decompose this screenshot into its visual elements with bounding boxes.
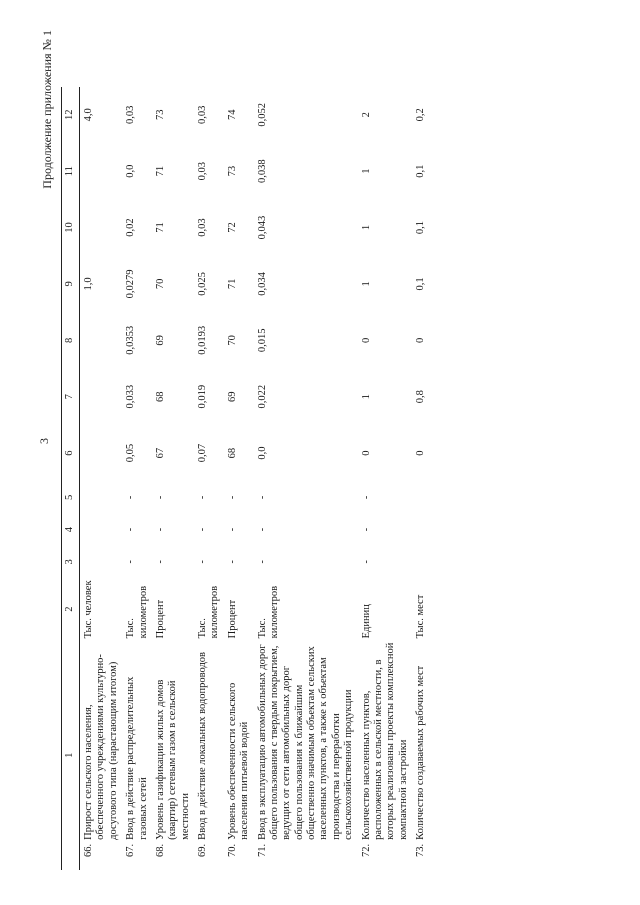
value-cell: 0,0193	[197, 325, 208, 355]
indicator-name: Уровень газификации жилых домов (квартир) сетевым газом в сельской местности	[154, 679, 191, 840]
value-cell: 71	[226, 278, 238, 290]
value-cell: 68	[154, 391, 166, 402]
value-cell: -	[197, 495, 208, 500]
value-cell	[80, 143, 123, 199]
value-cell: -	[154, 560, 166, 564]
row-number: 73.	[415, 843, 426, 857]
table-row	[358, 30, 413, 870]
value-cell: 0,1	[415, 164, 426, 178]
table-row	[152, 30, 194, 870]
value-cell: 72	[226, 222, 238, 233]
column-header: 3	[62, 546, 80, 578]
value-cell	[80, 546, 123, 578]
value-cell: 0,038	[256, 159, 268, 183]
indicator-name: Уровень обеспеченности сельского населения питьевой водой	[226, 682, 251, 840]
value-cell	[412, 481, 429, 513]
unit-cell: Единиц	[360, 604, 372, 639]
column-header: 1	[62, 640, 80, 870]
value-cell: -	[226, 560, 238, 564]
row-number: 70.	[226, 843, 238, 857]
value-cell: -	[154, 495, 166, 500]
value-cell: -	[226, 495, 238, 500]
table-row	[254, 30, 358, 870]
value-cell: 1,0	[83, 277, 94, 291]
value-cell: 0	[415, 337, 426, 343]
value-cell: -	[197, 560, 208, 564]
column-header: 12	[62, 87, 80, 143]
value-cell: 67	[154, 447, 166, 459]
value-cell: -	[197, 527, 208, 532]
column-header: 5	[62, 481, 80, 513]
value-cell: 0,033	[125, 384, 137, 409]
value-cell: 71	[154, 165, 166, 177]
value-cell	[412, 546, 429, 578]
value-cell	[80, 514, 123, 546]
column-header: 4	[62, 514, 80, 546]
value-cell: 0,07	[197, 443, 208, 463]
value-cell: -	[226, 527, 238, 532]
unit-cell: Тыс. километров	[125, 585, 149, 639]
column-header: 8	[62, 312, 80, 368]
row-number: 66.	[83, 843, 94, 857]
unit-cell: Тыс. мест	[415, 594, 426, 639]
value-cell: 0,019	[197, 384, 208, 409]
value-cell: 0	[360, 337, 372, 343]
value-cell: 73	[154, 109, 166, 120]
table-row	[224, 30, 254, 870]
header-row	[62, 30, 80, 870]
unit-cell: Процент	[226, 599, 238, 639]
indicator-name: Количество населенных пунктов, расположенных в сельской местности, в которых реализованы проекты комплексной компактной застройки	[360, 642, 409, 840]
value-cell: 0,03	[197, 161, 208, 181]
table-row	[80, 30, 123, 870]
unit-cell: Тыс. километров	[197, 585, 221, 639]
value-cell: -	[125, 560, 137, 564]
indicator-name: Количество создаваемых рабочих мест	[415, 665, 426, 840]
value-cell: 0,0279	[125, 269, 137, 299]
value-cell: -	[125, 527, 137, 532]
value-cell: 1	[360, 168, 372, 174]
value-cell: 0,03	[125, 105, 137, 124]
column-header: 6	[62, 425, 80, 481]
value-cell: -	[256, 560, 268, 564]
value-cell: 0,0	[256, 446, 268, 460]
column-header: 7	[62, 369, 80, 425]
value-cell: 0,03	[197, 218, 208, 237]
value-cell: -	[360, 495, 372, 500]
value-cell: 70	[154, 278, 166, 290]
value-cell	[80, 481, 123, 513]
value-cell: 2	[360, 112, 372, 118]
indicator-name: Ввод в эксплуатацию автомобильных дорог общего пользования с твердым покрытием, ведущих от сети автомобильных дорог общего пользования к ближайшим общественно значимым объектам сельских населенных пунктов, а также к объектам производства и переработки сельскохозяйственной продукции	[256, 644, 355, 840]
value-cell: 0,05	[125, 443, 137, 463]
value-cell: 0	[415, 450, 426, 456]
page-number: 3	[37, 438, 51, 444]
row-number: 72.	[360, 843, 372, 857]
value-cell: 0,1	[415, 277, 426, 291]
value-cell	[412, 514, 429, 546]
row-number: 71.	[256, 843, 268, 857]
rotated-page	[40, 30, 600, 870]
continuation-title: Продолжение приложения № 1	[40, 30, 54, 189]
value-cell: -	[154, 527, 166, 532]
value-cell: 70	[226, 335, 238, 346]
row-number: 69.	[197, 843, 208, 857]
value-cell: 1	[360, 394, 372, 400]
value-cell: 69	[226, 391, 238, 402]
value-cell: 0	[360, 450, 372, 456]
value-cell: 71	[154, 222, 166, 233]
value-cell	[80, 425, 123, 481]
value-cell: 0,015	[256, 328, 268, 353]
unit-cell: Процент	[154, 599, 166, 639]
indicators-table	[61, 30, 429, 870]
value-cell: 0,022	[256, 384, 268, 409]
value-cell: 74	[226, 109, 238, 120]
value-cell	[80, 199, 123, 255]
value-cell: 68	[226, 447, 238, 459]
value-cell: -	[256, 495, 268, 500]
value-cell: -	[125, 495, 137, 500]
column-header: 9	[62, 256, 80, 312]
indicator-name: Ввод в действие распределительных газовых сетей	[125, 676, 149, 840]
table-row	[122, 30, 152, 870]
column-header: 11	[62, 143, 80, 199]
row-number: 67.	[125, 843, 137, 857]
value-cell: 0,1	[415, 220, 426, 235]
value-cell: -	[360, 527, 372, 532]
column-header: 2	[62, 578, 80, 640]
value-cell: 0,025	[197, 272, 208, 296]
value-cell: -	[360, 560, 372, 564]
value-cell: 0,052	[256, 102, 268, 127]
value-cell	[80, 312, 123, 368]
value-cell: 0,2	[415, 108, 426, 122]
value-cell: 0,0353	[125, 325, 137, 355]
value-cell: 0,03	[197, 105, 208, 124]
value-cell: 1	[360, 281, 372, 287]
value-cell: 0,02	[125, 218, 137, 237]
value-cell: -	[256, 527, 268, 532]
value-cell: 4,0	[83, 108, 94, 122]
value-cell	[80, 369, 123, 425]
value-cell: 1	[360, 224, 372, 231]
value-cell: 73	[226, 165, 238, 177]
table-row	[194, 30, 224, 870]
value-cell: 0,043	[256, 215, 268, 240]
row-number: 68.	[154, 843, 166, 857]
unit-cell: Тыс. человек	[83, 580, 94, 639]
indicator-name: Ввод в действие локальных водопроводов	[197, 652, 208, 840]
value-cell: 0,8	[415, 390, 426, 404]
value-cell: 0,0	[125, 164, 137, 178]
value-cell: 0,034	[256, 272, 268, 296]
table-row	[412, 30, 429, 870]
indicator-name: Прирост сельского населения, обеспеченного учреждениями культурно-досугового типа (нарастающим итогом)	[83, 654, 119, 840]
unit-cell: Тыс. километров	[256, 585, 280, 639]
value-cell: 69	[154, 335, 166, 346]
column-header: 10	[62, 199, 80, 255]
